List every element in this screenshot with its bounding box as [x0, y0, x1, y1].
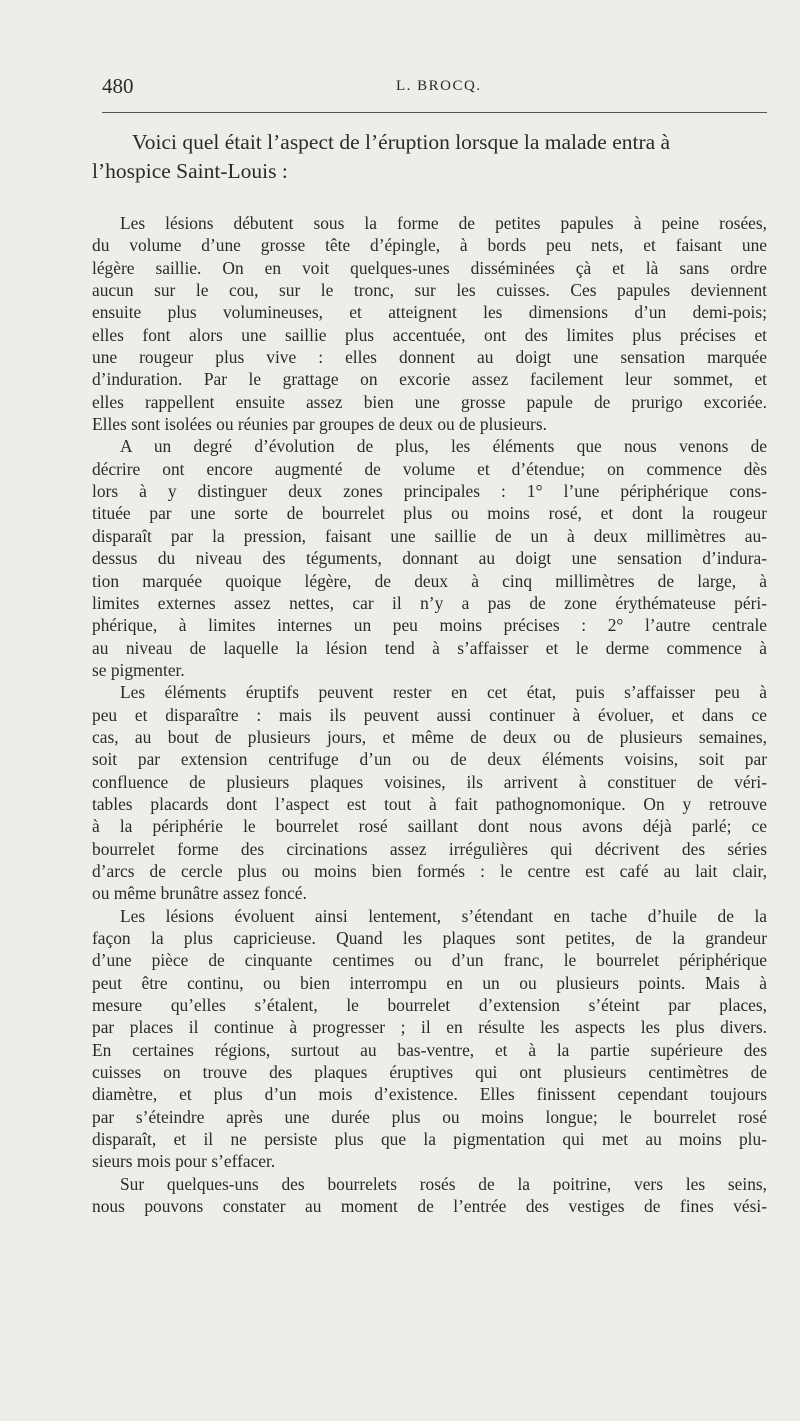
- text-line: nous pouvons constater au moment de l’entrée des vestiges de fines vési-: [92, 1196, 767, 1217]
- text-line: Les lésions évoluent ainsi lentement, s’étendant en tache d’huile de la: [120, 905, 767, 926]
- text-line: ou même brunâtre assez foncé.: [92, 883, 307, 904]
- text-line: cas, au bout de plusieurs jours, et même de deux ou de plusieurs semaines,: [92, 726, 767, 747]
- text-line: à la périphérie le bourrelet rosé saillant dont nous avons déjà parlé; ce: [92, 816, 767, 837]
- text-line: au niveau de laquelle la lésion tend à s’affaisser et le derme commence à: [92, 637, 767, 658]
- body-text: [92, 212, 767, 1217]
- text-line: Les lésions débutent sous la forme de petites papules à peine rosées,: [120, 213, 767, 233]
- page-header: [102, 74, 767, 104]
- text-line: cuisses on trouve des plaques éruptives qui ont plusieurs centimètres de: [92, 1062, 767, 1083]
- text-line: du volume d’une grosse tête d’épingle, à bords peu nets, et faisant une: [92, 235, 767, 256]
- text-line: dessus du niveau des téguments, donnant au doigt une sensation d’indura-: [92, 548, 767, 569]
- text-line: tion marquée quoique légère, de deux à cinq millimètres de large, à: [92, 570, 767, 591]
- text-line: façon la plus capricieuse. Quand les plaques sont petites, de la grandeur: [92, 928, 767, 948]
- text-line: tituée par une sorte de bourrelet plus ou moins rosé, et dont la rougeur: [92, 503, 767, 524]
- text-line: Sur quelques-uns des bourrelets rosés de la poitrine, vers les seins,: [120, 1173, 767, 1194]
- text-line: aucun sur le cou, sur le tronc, sur les cuisses. Ces papules deviennent: [92, 280, 767, 301]
- text-line: elles rappellent ensuite assez bien une grosse papule de prurigo excoriée.: [92, 391, 767, 412]
- text-line: d’arcs de cercle plus ou moins bien formés : le centre est café au lait clair,: [92, 860, 767, 881]
- text-line: mesure qu’elles s’étalent, le bourrelet d’extension s’éteint par places,: [92, 995, 767, 1016]
- text-line: bourrelet forme des circinations assez irrégulières qui décrivent des séries: [92, 838, 767, 859]
- text-line: Les éléments éruptifs peuvent rester en cet état, puis s’affaisser peu à: [120, 682, 767, 703]
- header-rule: [102, 112, 767, 113]
- text-line: décrire ont encore augmenté de volume et d’étendue; on commence dès: [92, 458, 767, 479]
- text-line: ensuite plus volumineuses, et atteignent les dimensions d’un demi-pois;: [92, 302, 767, 323]
- text-line: peut être continu, ou bien interrompu en un ou plusieurs points. Mais à: [92, 972, 767, 993]
- text-line: Voici quel était l’aspect de l’éruption lorsque la malade entra à: [132, 130, 671, 154]
- text-line: confluence de plusieurs plaques voisines, ils arrivent à constituer de véri-: [92, 771, 767, 792]
- text-line: lors à y distinguer deux zones principales : 1° l’une périphérique cons-: [92, 481, 767, 502]
- text-line: En certaines régions, surtout au bas-ventre, et à la partie supérieure des: [92, 1039, 767, 1060]
- text-line: phérique, à limites internes un peu moins précises : 2° l’autre centrale: [92, 615, 767, 636]
- text-line: par places il continue à progresser ; il en résulte les aspects les plus divers.: [92, 1017, 767, 1038]
- text-line: une rougeur plus vive : elles donnent au doigt une sensation marquée: [92, 347, 767, 368]
- text-line: disparaît, et il ne persiste plus que la pigmentation qui met au moins plu-: [92, 1129, 767, 1150]
- running-head: L. BROCQ.: [396, 78, 482, 94]
- text-line: disparaît par la pression, faisant une saillie de un à deux millimètres au-: [92, 525, 767, 546]
- text-line: sieurs mois pour s’effacer.: [92, 1151, 276, 1172]
- text-line: peu et disparaître : mais ils peuvent aussi continuer à évoluer, et dans ce: [92, 704, 767, 725]
- text-line: d’induration. Par le grattage on excorie assez facilement leur sommet, et: [92, 369, 767, 390]
- text-line: Elles sont isolées ou réunies par groupes de deux ou de plusieurs.: [92, 414, 547, 435]
- text-line: légère saillie. On en voit quelques-unes disséminées çà et là sans ordre: [92, 257, 767, 278]
- text-line: par s’éteindre après une durée plus ou moins longue; le bourrelet rosé: [92, 1106, 767, 1127]
- text-line: se pigmenter.: [92, 659, 185, 680]
- intro-paragraph: [92, 128, 767, 186]
- page-number: 480: [102, 74, 134, 98]
- text-line: A un degré d’évolution de plus, les éléments que nous venons de: [120, 436, 767, 457]
- text-line: elles font alors une saillie plus accentuée, ont des limites plus précises et: [92, 324, 767, 345]
- text-line: limites externes assez nettes, car il n’y a pas de zone érythémateuse péri-: [92, 592, 767, 613]
- text-line: soit par extension centrifuge d’un ou de deux éléments voisins, soit par: [92, 749, 767, 770]
- text-line: l’hospice Saint-Louis :: [92, 159, 288, 183]
- text-line: diamètre, et plus d’un mois d’existence. Elles finissent cependant toujours: [92, 1084, 767, 1105]
- text-line: tables placards dont l’aspect est tout à fait pathognomonique. On y retrouve: [92, 793, 767, 814]
- text-line: d’une pièce de cinquante centimes ou d’un franc, le bourrelet périphérique: [92, 950, 767, 971]
